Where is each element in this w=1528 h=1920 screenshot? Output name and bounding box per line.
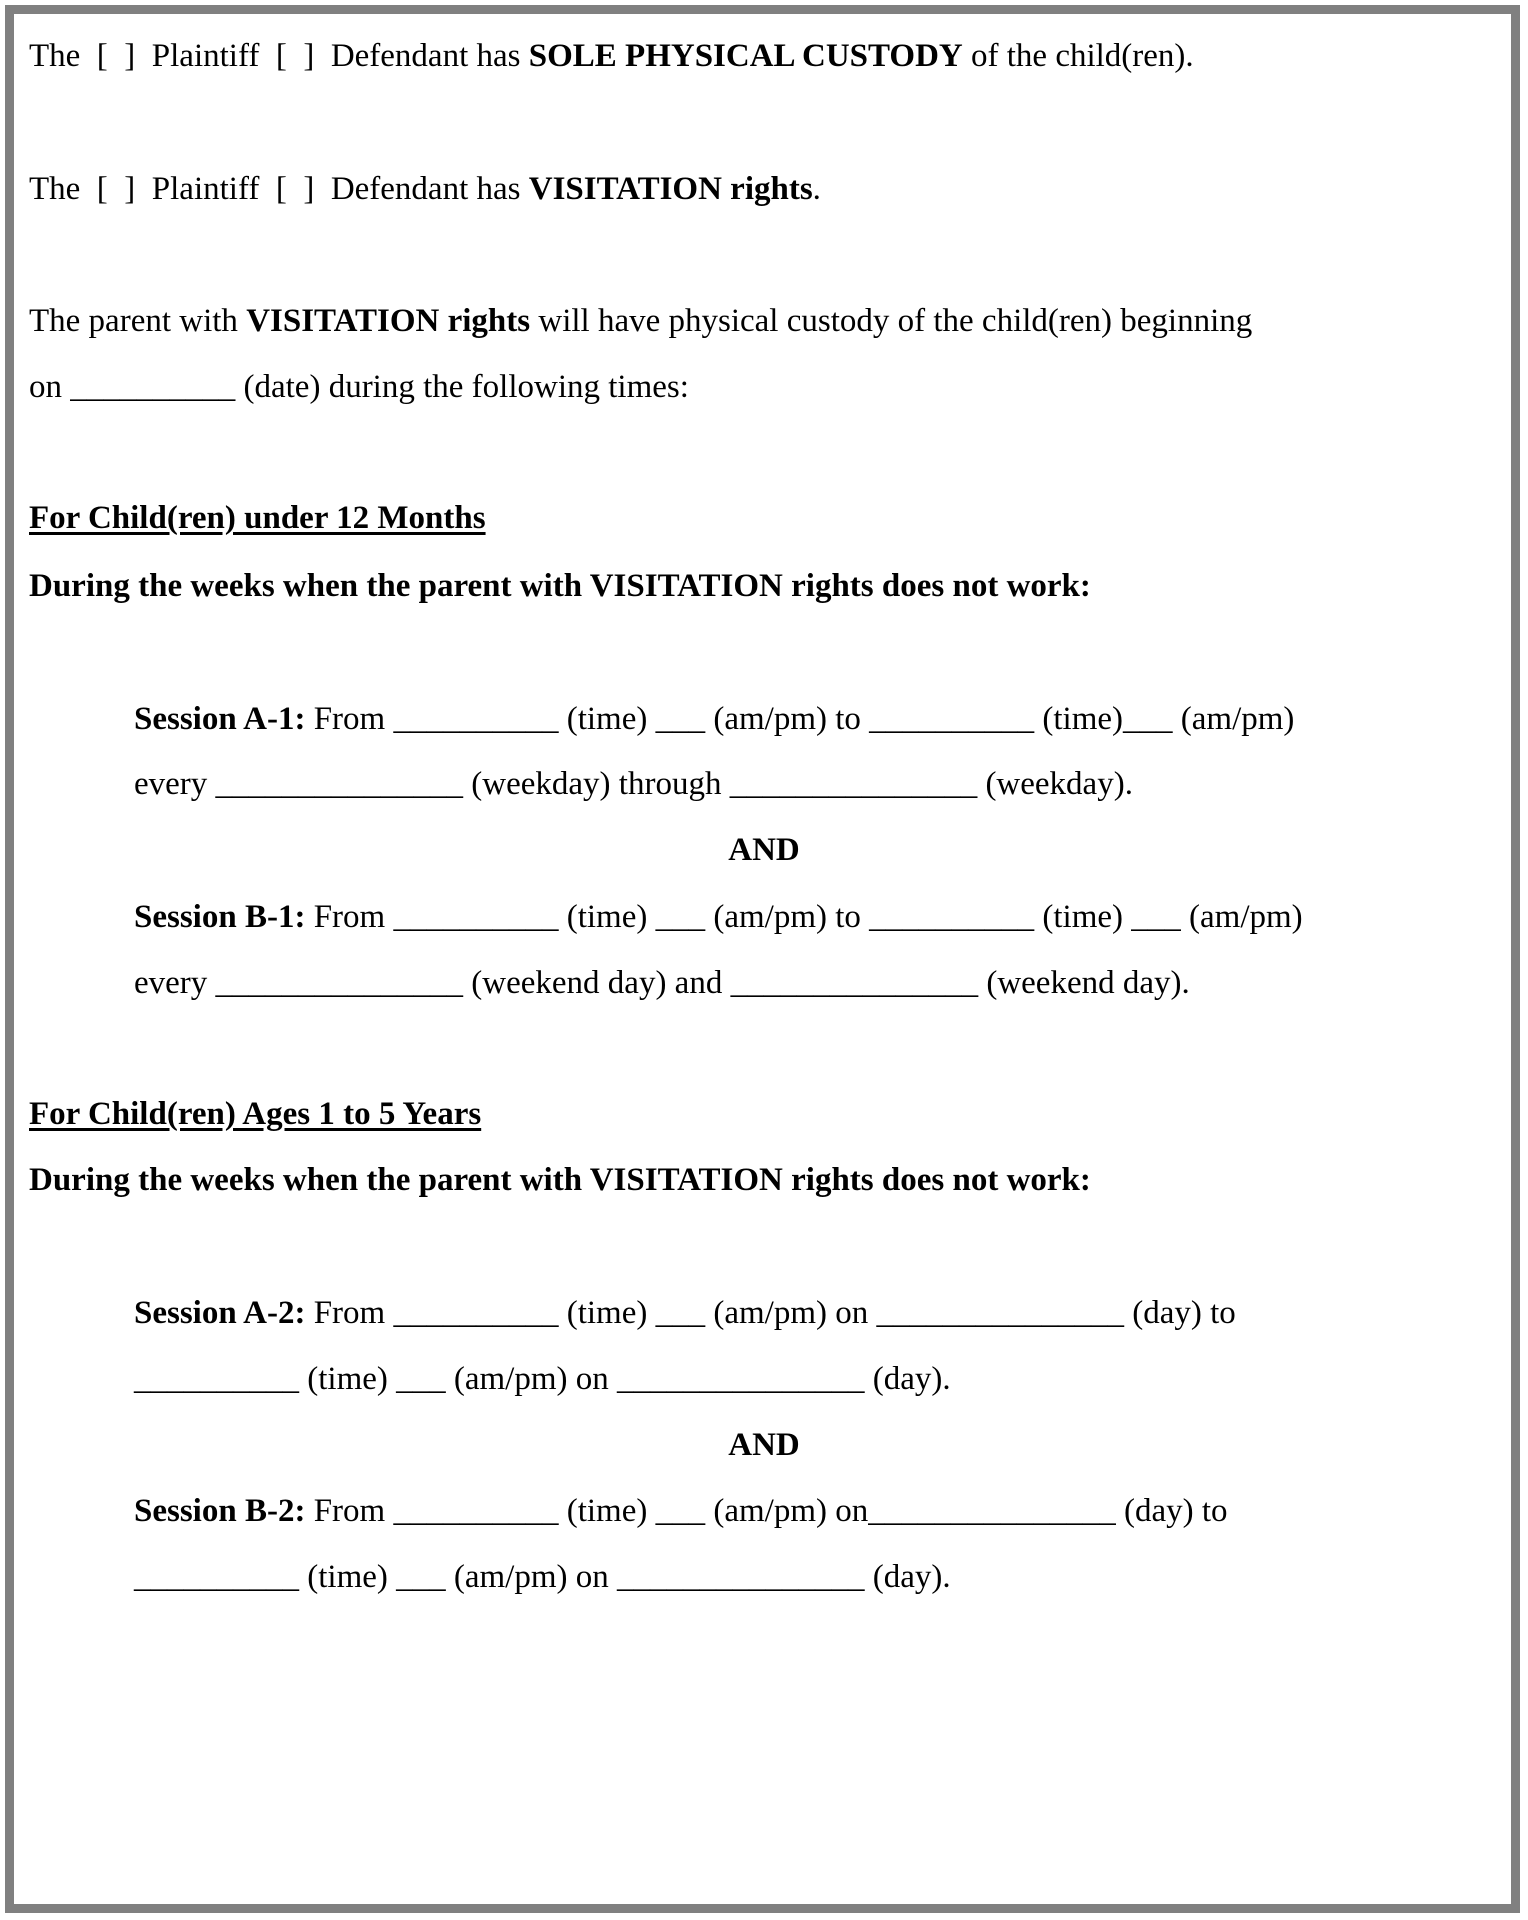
session-a1-line2: every _______________ (weekday) through _______________ (weekday). [134, 766, 1133, 802]
session-b2-label: Session B-2: [134, 1493, 306, 1529]
session-a2-text: From __________ (time) ___ (am/pm) on _______________ (day) to [305, 1295, 1236, 1331]
session-a1-text: From __________ (time) ___ (am/pm) to __________ (time)___ (am/pm) [305, 701, 1295, 737]
session-b1-text: From __________ (time) ___ (am/pm) to __________ (time) ___ (am/pm) [305, 899, 1303, 935]
sole-custody-emphasis: SOLE PHYSICAL CUSTODY [528, 38, 963, 74]
section1-subheading: During the weeks when the parent with VISITATION rights does not work: [29, 568, 1091, 604]
session-b2-line1 [134, 1491, 1228, 1531]
session-b2-line2: __________ (time) ___ (am/pm) on _______________ (day). [134, 1559, 951, 1595]
begin-prefix: The parent with [29, 303, 247, 339]
section2-heading: For Child(ren) Ages 1 to 5 Years [29, 1096, 482, 1132]
session-a1-label: Session A-1: [134, 701, 306, 737]
section1-and: AND [728, 832, 800, 868]
session-a2-line1 [134, 1293, 1236, 1333]
begin-suffix: will have physical custody of the child(ren) beginning [530, 303, 1253, 339]
session-b1-line2: every _______________ (weekend day) and _______________ (weekend day). [134, 965, 1190, 1001]
section1-heading: For Child(ren) under 12 Months [29, 500, 486, 536]
document-frame [5, 5, 1520, 1913]
session-a2-label: Session A-2: [134, 1295, 306, 1331]
session-b1-label: Session B-1: [134, 899, 306, 935]
section2-subheading: During the weeks when the parent with VISITATION rights does not work: [29, 1162, 1091, 1198]
visitation-rights-line [29, 169, 821, 209]
section2-and: AND [728, 1427, 800, 1463]
sole-custody-line [29, 36, 1194, 76]
visitation-prefix: The [ ] Plaintiff [ ] Defendant has [29, 171, 529, 207]
session-a2-line2: __________ (time) ___ (am/pm) on _______________ (day). [134, 1361, 951, 1397]
sole-custody-suffix: of the child(ren). [962, 38, 1194, 74]
session-b2-text: From __________ (time) ___ (am/pm) on_______________ (day) to [305, 1493, 1228, 1529]
visitation-suffix: . [812, 171, 821, 207]
visitation-emphasis: VISITATION rights [528, 171, 813, 207]
begin-line-1 [29, 301, 1252, 341]
session-a1-line1 [134, 699, 1294, 739]
session-b1-line1 [134, 897, 1303, 937]
sole-custody-prefix: The [ ] Plaintiff [ ] Defendant has [29, 38, 529, 74]
begin-emphasis: VISITATION rights [246, 303, 531, 339]
begin-line-2: on __________ (date) during the following times: [29, 369, 689, 405]
